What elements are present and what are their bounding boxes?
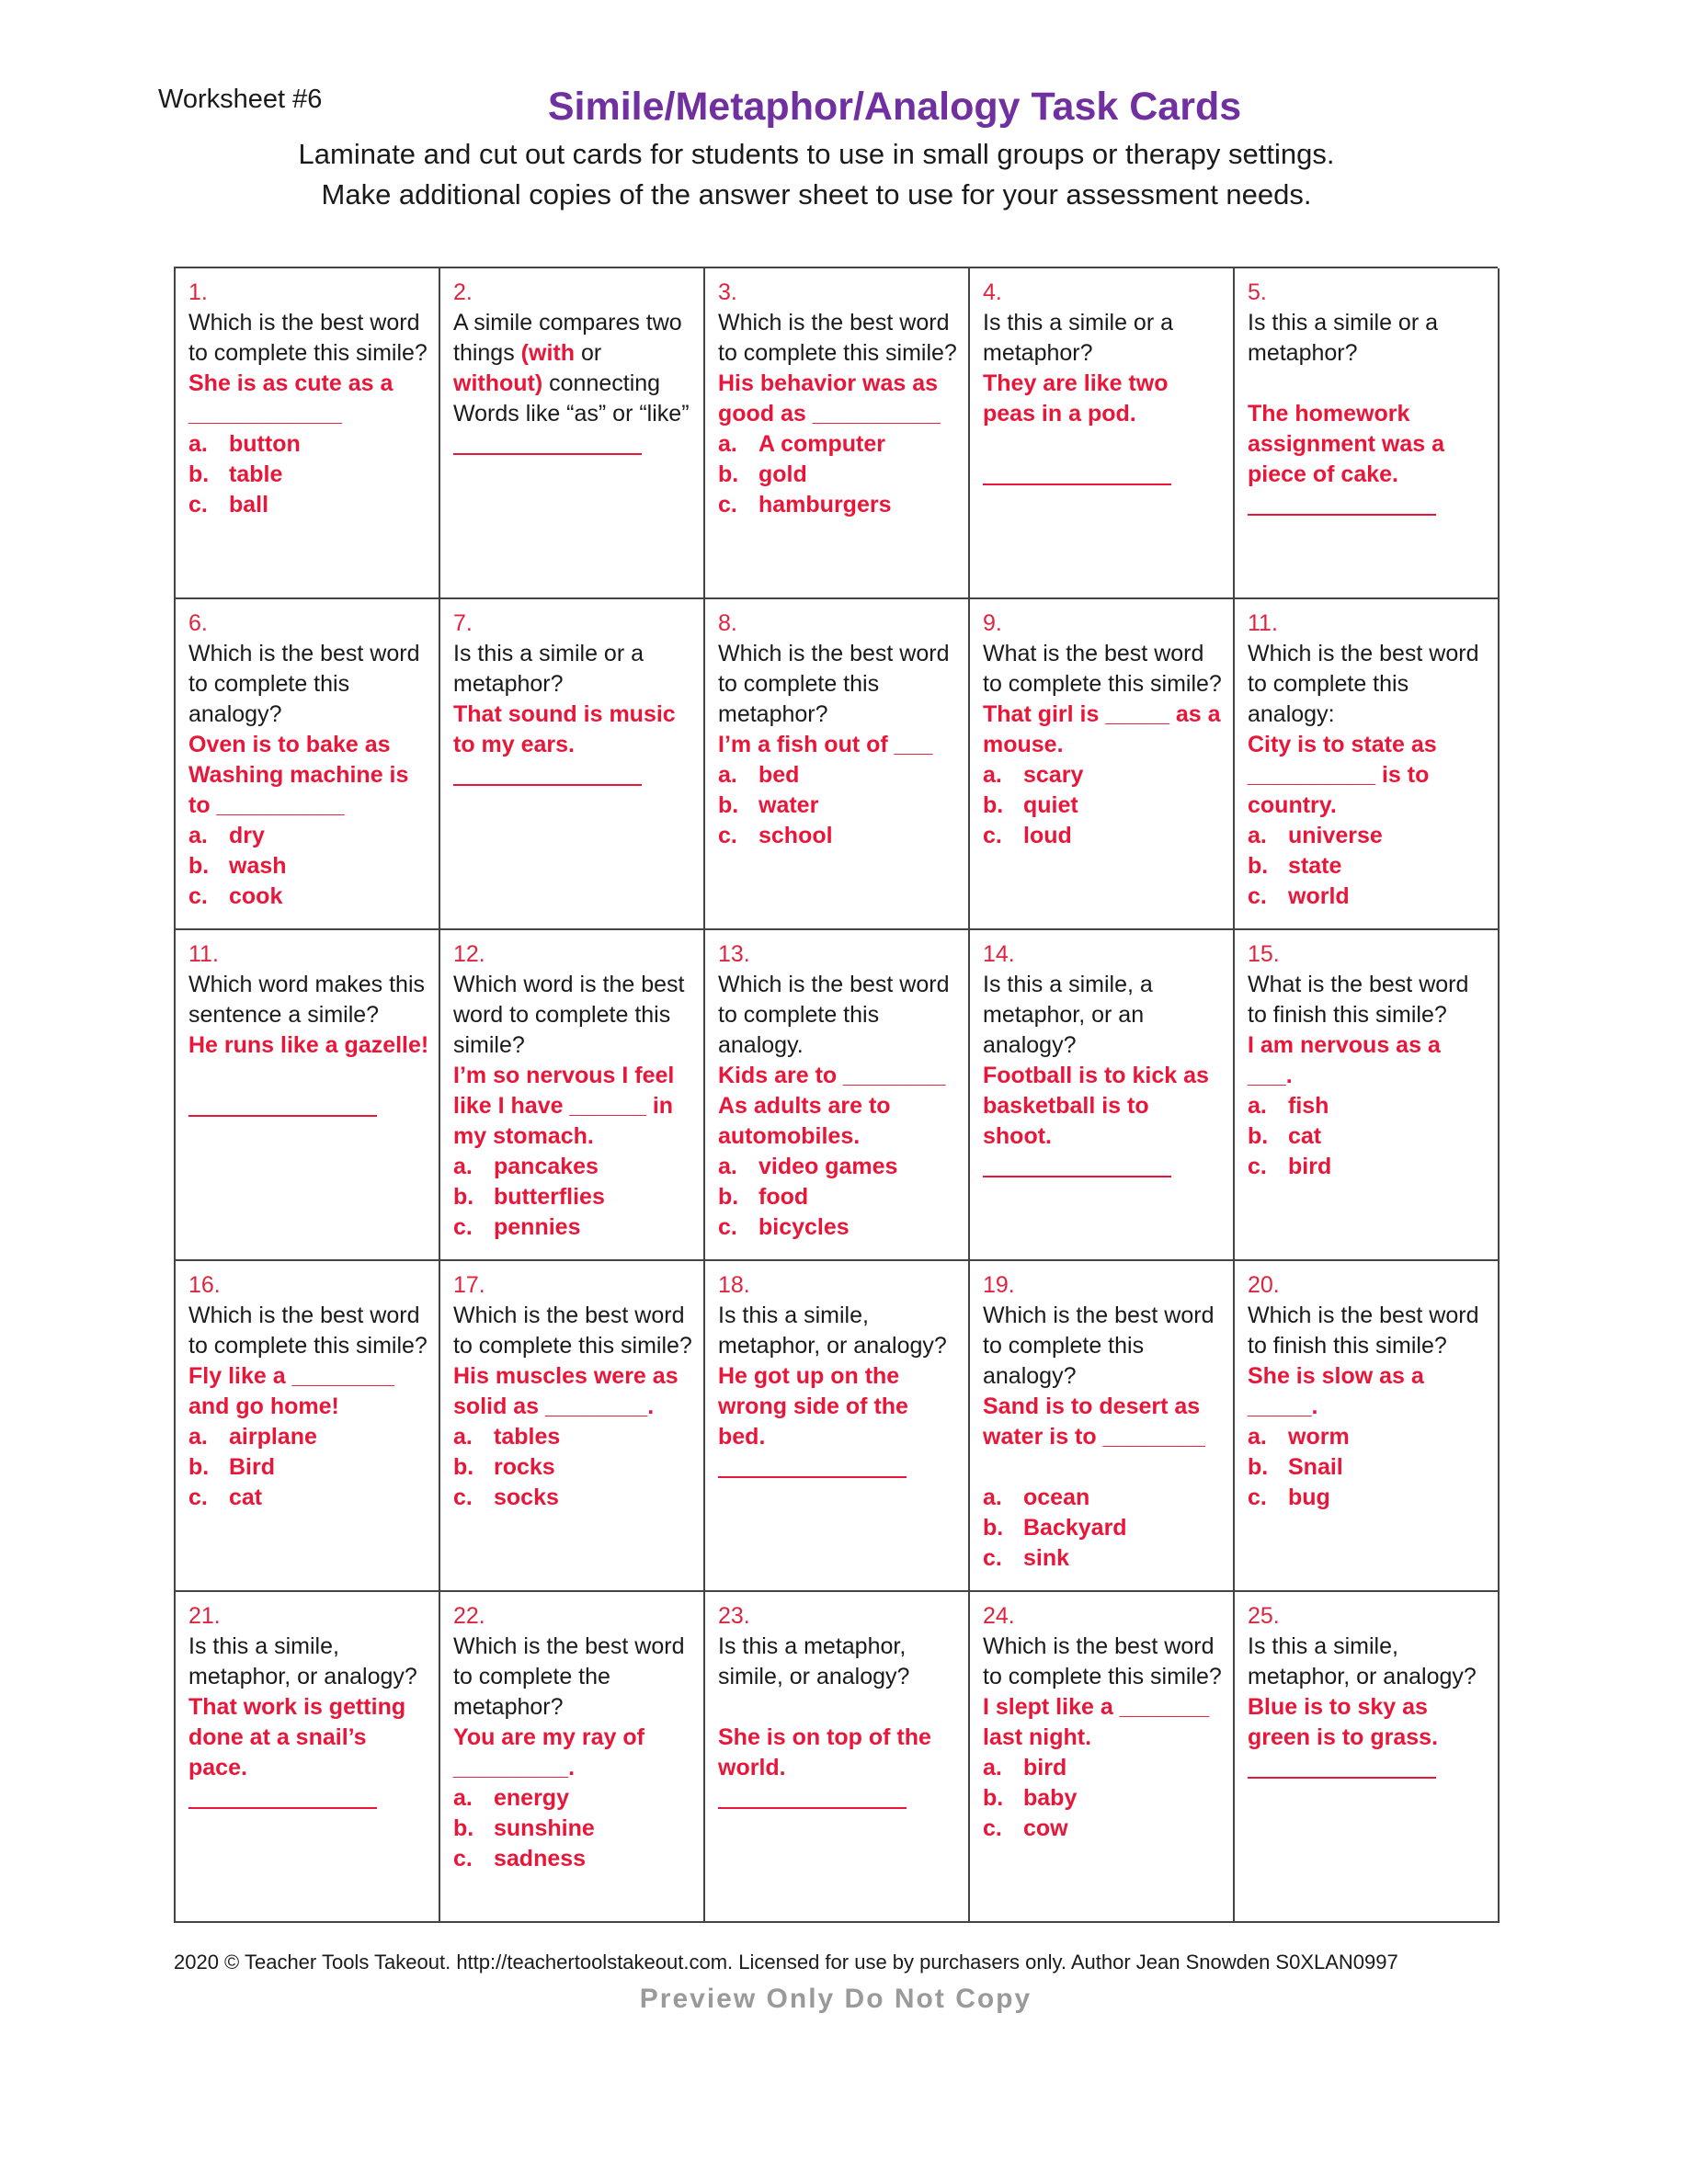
card-number: 14. (983, 941, 1015, 967)
option-letter: b. (1248, 1123, 1269, 1149)
option-text: world (1288, 883, 1350, 909)
task-card (440, 268, 705, 599)
task-card (176, 268, 440, 599)
card-question (188, 970, 429, 1030)
answer-option (453, 1452, 694, 1483)
question-text: Which word is the best word to complete this simile? (453, 972, 685, 1058)
task-card (1235, 930, 1500, 1261)
question-text: Is this a metaphor, simile, or analogy? (718, 1633, 910, 1689)
card-prompt: Sand is to desert as water is to ________ (983, 1393, 1205, 1450)
answer-option (718, 1182, 959, 1212)
question-text: Which is the best word to complete this simile? (453, 1302, 692, 1359)
answer-line (983, 460, 1171, 485)
answer-option (188, 821, 429, 851)
question-text: Is this a simile, metaphor, or analogy? (188, 1633, 417, 1689)
answer-option (1248, 851, 1488, 882)
card-number: 21. (188, 1603, 221, 1629)
option-text: Snail (1288, 1454, 1343, 1480)
card-question (1248, 639, 1488, 730)
card-number: 4. (983, 279, 1002, 305)
answer-option (453, 1422, 694, 1452)
option-letter: c. (1248, 1154, 1267, 1179)
card-question (718, 1632, 959, 1692)
card-question (453, 1632, 694, 1723)
option-letter: a. (1248, 1093, 1267, 1119)
answer-option (453, 1483, 694, 1513)
option-letter: c. (983, 1545, 1002, 1571)
answer-option (983, 821, 1224, 851)
option-text: water (758, 792, 819, 818)
answer-option (1248, 1152, 1488, 1182)
answer-option (188, 1452, 429, 1483)
card-question (718, 1301, 959, 1361)
option-letter: c. (718, 823, 737, 848)
question-text: Which is the best word to complete this analogy? (983, 1302, 1215, 1389)
card-prompt: I slept like a _______ last night. (983, 1694, 1210, 1750)
card-number: 7. (453, 610, 473, 636)
card-number: 16. (188, 1272, 221, 1298)
option-letter: b. (453, 1454, 474, 1480)
answer-option (1248, 1452, 1488, 1483)
option-text: universe (1288, 823, 1383, 848)
card-prompt: Kids are to ________ As adults are to automobiles. (718, 1063, 946, 1149)
answer-option (1248, 821, 1488, 851)
card-prompt: Blue is to sky as green is to grass. (1248, 1694, 1439, 1750)
option-text: dry (229, 823, 265, 848)
option-text: bird (1023, 1755, 1067, 1780)
option-text: food (758, 1184, 809, 1210)
option-text: bicycles (758, 1214, 850, 1240)
question-text: Which is the best word to complete this simile? (718, 310, 957, 366)
card-question (453, 639, 694, 700)
card-question (718, 639, 959, 730)
question-text: Is this a simile or a metaphor? (1248, 310, 1439, 366)
option-text: fish (1288, 1093, 1329, 1119)
card-number: 25. (1248, 1603, 1280, 1629)
card-question (188, 1632, 429, 1692)
card-question (718, 970, 959, 1061)
option-text: button (229, 431, 301, 457)
question-text: Which is the best word to complete the metaphor? (453, 1633, 685, 1720)
spacer (983, 429, 1224, 460)
answer-option (188, 851, 429, 882)
answer-line (188, 1091, 377, 1117)
answer-option (188, 460, 429, 490)
option-letter: b. (453, 1184, 474, 1210)
card-question (1248, 1632, 1488, 1692)
answer-option (1248, 1422, 1488, 1452)
card-number: 3. (718, 279, 737, 305)
card-prompt: She is as cute as a ____________ (188, 370, 393, 427)
answer-option (453, 1814, 694, 1844)
answer-line (453, 429, 642, 455)
answer-option (718, 1212, 959, 1243)
answer-option (453, 1152, 694, 1182)
option-text: cat (1288, 1123, 1322, 1149)
task-card (970, 1261, 1235, 1592)
card-question (1248, 308, 1488, 369)
instructions-line-1: Laminate and cut out cards for students to use in small groups or therapy settings. (298, 138, 1335, 170)
option-letter: c. (983, 823, 1002, 848)
option-letter: a. (1248, 1424, 1267, 1450)
option-text: pennies (494, 1214, 581, 1240)
question-text: Which is the best word to complete this simile? (188, 1302, 428, 1359)
card-number: 5. (1248, 279, 1267, 305)
task-card (705, 1592, 970, 1923)
task-card (705, 1261, 970, 1592)
answer-option (718, 460, 959, 490)
option-text: school (758, 823, 833, 848)
task-card (440, 1592, 705, 1923)
question-text: Which is the best word to complete this analogy. (718, 972, 950, 1058)
preview-watermark: Preview Only Do Not Copy (639, 1984, 1032, 2014)
option-text: Bird (229, 1454, 275, 1480)
option-letter: a. (983, 1484, 1002, 1510)
answer-option (983, 791, 1224, 821)
option-letter: b. (1248, 853, 1269, 879)
option-letter: a. (453, 1785, 473, 1811)
answer-line (1248, 490, 1436, 516)
option-text: hamburgers (758, 492, 892, 518)
option-letter: c. (718, 492, 737, 518)
card-prompt: Fly like a ________ and go home! (188, 1363, 394, 1419)
task-card (970, 1592, 1235, 1923)
option-text: airplane (229, 1424, 317, 1450)
option-letter: b. (718, 1184, 739, 1210)
option-letter: a. (188, 823, 208, 848)
answer-option (718, 760, 959, 791)
option-letter: a. (983, 762, 1002, 788)
answer-option (718, 821, 959, 851)
answer-option (718, 490, 959, 520)
answer-line (453, 760, 642, 786)
task-card (1235, 1261, 1500, 1592)
task-card (1235, 1592, 1500, 1923)
answer-option (1248, 1121, 1488, 1152)
answer-option (983, 1814, 1224, 1844)
answer-option (453, 1182, 694, 1212)
card-prompt: He runs like a gazelle! (188, 1032, 429, 1058)
option-text: gold (758, 461, 807, 487)
task-card (705, 268, 970, 599)
spacer (1248, 369, 1488, 399)
option-text: Backyard (1023, 1515, 1127, 1541)
question-text: Which is the best word to complete this simile? (188, 310, 428, 366)
option-letter: c. (983, 1815, 1002, 1841)
option-letter: b. (983, 1515, 1004, 1541)
task-card (176, 930, 440, 1261)
option-text: ball (229, 492, 269, 518)
task-card (970, 268, 1235, 599)
instructions (0, 134, 1633, 215)
option-text: cat (229, 1484, 263, 1510)
option-text: wash (229, 853, 287, 879)
option-letter: a. (188, 431, 208, 457)
card-prompt: I’m a fish out of ___ (718, 732, 933, 757)
answer-option (1248, 1091, 1488, 1121)
question-text: Is this a simile, metaphor, or analogy? (1248, 1633, 1477, 1689)
option-text: energy (494, 1785, 569, 1811)
answer-option (983, 1513, 1224, 1543)
answer-line (718, 1452, 907, 1478)
card-question (718, 308, 959, 369)
question-text: Which is the best word to complete this analogy? (188, 641, 420, 727)
option-text: cow (1023, 1815, 1068, 1841)
card-number: 11. (1248, 610, 1278, 636)
question-text: What is the best word to finish this simile? (1248, 972, 1469, 1028)
task-card (176, 1261, 440, 1592)
option-text: rocks (494, 1454, 555, 1480)
card-question (983, 308, 1224, 369)
answer-option (188, 1483, 429, 1513)
option-text: A computer (758, 431, 885, 457)
answer-option (718, 791, 959, 821)
card-number: 11. (188, 941, 219, 967)
question-text: connecting Words like “as” or “like” (453, 370, 690, 427)
option-text: sink (1023, 1545, 1070, 1571)
card-number: 24. (983, 1603, 1015, 1629)
option-letter: c. (453, 1846, 473, 1871)
option-text: video games (758, 1154, 898, 1179)
card-question (453, 1301, 694, 1361)
answer-option (983, 1483, 1224, 1513)
answer-option (983, 760, 1224, 791)
task-card (440, 930, 705, 1261)
option-text: butterflies (494, 1184, 605, 1210)
card-number: 1. (188, 279, 208, 305)
card-number: 23. (718, 1603, 750, 1629)
answer-option (188, 882, 429, 912)
option-letter: b. (453, 1815, 474, 1841)
card-number: 8. (718, 610, 737, 636)
question-text: Which is the best word to complete this metaphor? (718, 641, 950, 727)
card-question (983, 1632, 1224, 1692)
answer-option (453, 1212, 694, 1243)
card-prompt: His behavior was as good as __________ (718, 370, 941, 427)
task-card (970, 599, 1235, 930)
card-question (453, 970, 694, 1061)
card-question (983, 970, 1224, 1061)
task-card (176, 599, 440, 930)
card-question (983, 639, 1224, 700)
answer-option (188, 1422, 429, 1452)
question-text: Which is the best word to complete this analogy: (1248, 641, 1479, 727)
card-prompt: City is to state as __________ is to country. (1248, 732, 1437, 818)
card-number: 6. (188, 610, 208, 636)
option-letter: b. (983, 792, 1004, 818)
option-letter: c. (1248, 1484, 1267, 1510)
footer-copyright: 2020 © Teacher Tools Takeout. http://teachertoolstakeout.com. Licensed for use by purchasers only. Author Jean Snowden S0XLAN0997 (174, 1951, 1398, 1974)
option-text: sunshine (494, 1815, 595, 1841)
option-letter: a. (983, 1755, 1002, 1780)
task-card (705, 599, 970, 930)
spacer (718, 1692, 959, 1723)
card-prompt: He got up on the wrong side of the bed. (718, 1363, 908, 1450)
question-text: Which is the best word to finish this simile? (1248, 1302, 1479, 1359)
option-letter: c. (188, 492, 208, 518)
answer-option (453, 1783, 694, 1814)
task-card (440, 1261, 705, 1592)
card-number: 15. (1248, 941, 1280, 967)
option-letter: a. (1248, 823, 1267, 848)
card-prompt: That girl is _____ as a mouse. (983, 701, 1221, 757)
option-letter: b. (1248, 1454, 1269, 1480)
option-letter: c. (453, 1484, 473, 1510)
task-card (970, 930, 1235, 1261)
option-text: loud (1023, 823, 1072, 848)
task-card-grid (174, 267, 1498, 1923)
card-prompt: You are my ray of _________. (453, 1724, 644, 1780)
answer-line (188, 1783, 377, 1809)
card-prompt: Oven is to bake as Washing machine is to __________ (188, 732, 409, 818)
card-question (1248, 970, 1488, 1030)
answer-option (983, 1783, 1224, 1814)
question-text: A simile compares two things (453, 310, 682, 366)
option-letter: b. (983, 1785, 1004, 1811)
task-card (440, 599, 705, 930)
option-text: bug (1288, 1484, 1330, 1510)
answer-option (983, 1543, 1224, 1574)
content-area (174, 267, 1553, 2015)
card-prompt: They are like two peas in a pod. (983, 370, 1169, 427)
option-text: baby (1023, 1785, 1078, 1811)
card-question (188, 639, 429, 730)
option-letter: a. (718, 431, 737, 457)
option-letter: c. (1248, 883, 1267, 909)
card-prompt: She is slow as a _____. (1248, 1363, 1424, 1419)
card-number: 20. (1248, 1272, 1280, 1298)
question-text: (with (520, 340, 575, 366)
answer-line (718, 1783, 907, 1809)
task-card (176, 1592, 440, 1923)
card-question (983, 1301, 1224, 1392)
option-text: table (229, 461, 283, 487)
answer-option (453, 1844, 694, 1874)
option-letter: c. (188, 1484, 208, 1510)
title-text: Simile/Metaphor/Analogy Task Cards (547, 85, 1242, 129)
question-text: Is this a simile, a metaphor, or an analogy? (983, 972, 1153, 1058)
answer-line (1248, 1753, 1436, 1779)
spacer (983, 1452, 1224, 1483)
page-title (0, 85, 1688, 130)
card-question (1248, 1301, 1488, 1361)
answer-line (983, 1152, 1171, 1177)
option-letter: b. (718, 792, 739, 818)
option-text: cook (229, 883, 283, 909)
option-text: pancakes (494, 1154, 599, 1179)
card-number: 17. (453, 1272, 485, 1298)
option-text: bed (758, 762, 800, 788)
task-card (705, 930, 970, 1261)
option-text: state (1288, 853, 1342, 879)
option-text: quiet (1023, 792, 1078, 818)
card-prompt: His muscles were as solid as ________. (453, 1363, 679, 1419)
option-text: scary (1023, 762, 1084, 788)
option-text: worm (1288, 1424, 1350, 1450)
spacer (188, 1061, 429, 1091)
question-text: What is the best word to complete this simile? (983, 641, 1222, 697)
option-letter: c. (453, 1214, 473, 1240)
option-letter: a. (718, 1154, 737, 1179)
option-text: socks (494, 1484, 559, 1510)
answer-option (718, 429, 959, 460)
card-number: 13. (718, 941, 750, 967)
option-letter: a. (188, 1424, 208, 1450)
answer-option (1248, 1483, 1488, 1513)
question-text: Is this a simile, metaphor, or analogy? (718, 1302, 947, 1359)
option-letter: b. (718, 461, 739, 487)
option-text: bird (1288, 1154, 1332, 1179)
option-letter: c. (718, 1214, 737, 1240)
card-number: 9. (983, 610, 1002, 636)
question-text: or (575, 340, 602, 366)
answer-option (718, 1152, 959, 1182)
option-text: tables (494, 1424, 561, 1450)
card-prompt: That work is getting done at a snail’s pace. (188, 1694, 406, 1780)
worksheet-label: Worksheet #6 (158, 85, 323, 114)
option-letter: a. (718, 762, 737, 788)
card-number: 2. (453, 279, 473, 305)
question-text: Which is the best word to complete this simile? (983, 1633, 1222, 1689)
card-question (188, 308, 429, 369)
option-letter: b. (188, 1454, 210, 1480)
card-prompt: The homework assignment was a piece of cake. (1248, 401, 1444, 487)
question-text: Is this a simile or a metaphor? (453, 641, 644, 697)
answer-option (188, 429, 429, 460)
option-letter: c. (188, 883, 208, 909)
card-prompt: She is on top of the world. (718, 1724, 931, 1780)
card-number: 22. (453, 1603, 485, 1629)
instructions-line-2: Make additional copies of the answer sheet to use for your assessment needs. (321, 178, 1312, 210)
option-letter: b. (188, 853, 210, 879)
card-number: 18. (718, 1272, 750, 1298)
option-text: sadness (494, 1846, 587, 1871)
card-question (188, 1301, 429, 1361)
option-letter: a. (453, 1154, 473, 1179)
answer-option (1248, 882, 1488, 912)
card-prompt: I’m so nervous I feel like I have ______ in my stomach. (453, 1063, 675, 1149)
question-text: Which word makes this sentence a simile? (188, 972, 426, 1028)
card-prompt: That sound is music to my ears. (453, 701, 676, 757)
card-question (453, 308, 694, 429)
answer-option (188, 490, 429, 520)
option-letter: a. (453, 1424, 473, 1450)
answer-option (983, 1753, 1224, 1783)
card-number: 12. (453, 941, 485, 967)
task-card (1235, 599, 1500, 930)
task-card (1235, 268, 1500, 599)
question-text: Is this a simile or a metaphor? (983, 310, 1174, 366)
question-text: without) (453, 370, 543, 396)
card-prompt: Football is to kick as basketball is to shoot. (983, 1063, 1209, 1149)
option-text: ocean (1023, 1484, 1090, 1510)
card-number: 19. (983, 1272, 1015, 1298)
option-letter: b. (188, 461, 210, 487)
card-prompt: I am nervous as a ___. (1248, 1032, 1441, 1088)
